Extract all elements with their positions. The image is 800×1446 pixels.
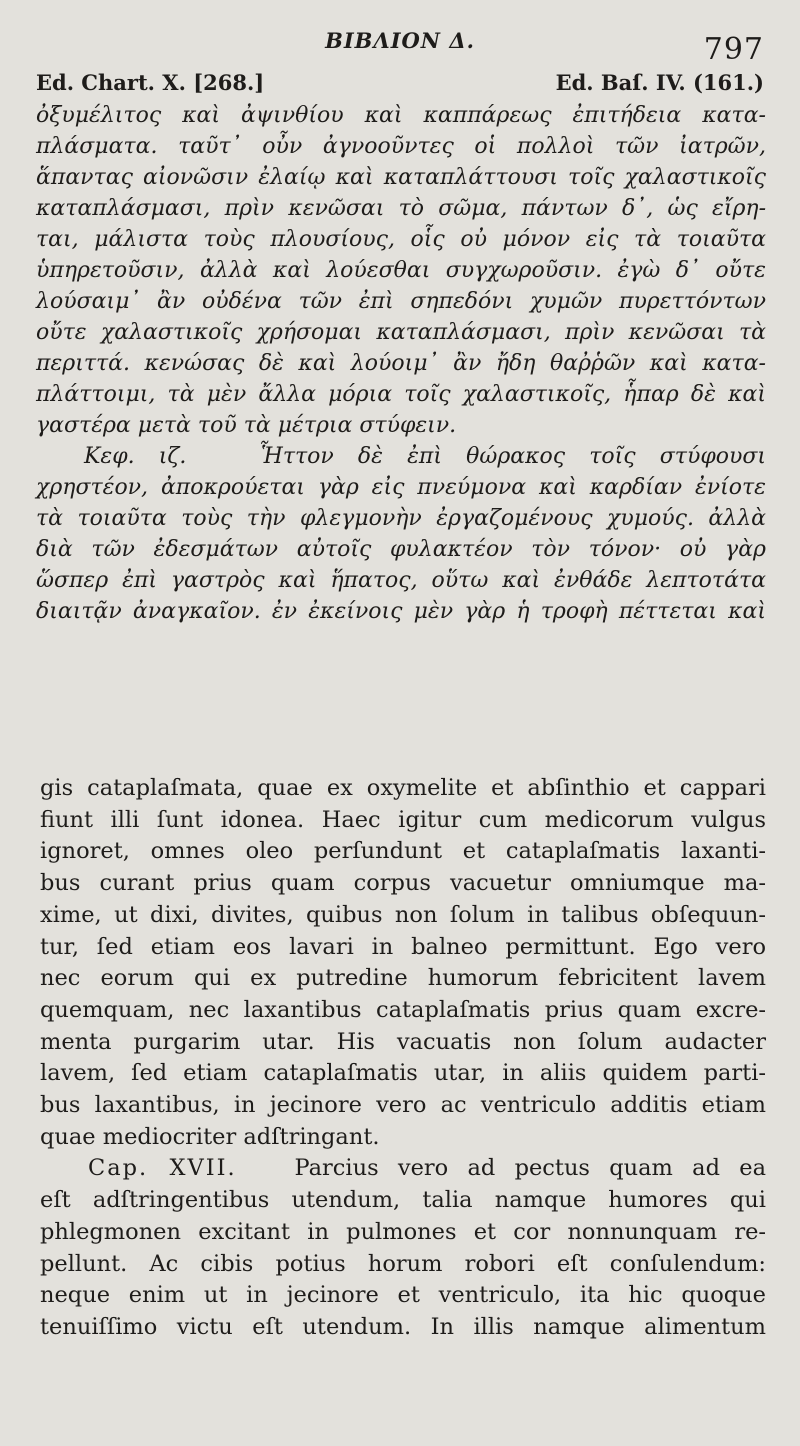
greek-chapter-label: Κεφ. ιζ. — [84, 444, 187, 469]
latin-line: neque enim ut in jecinore et ventriculo, ita hic quoque — [40, 1282, 766, 1309]
latin-line: ignoret, omnes oleo perſundunt et cataplaſmatis laxanti- — [40, 838, 766, 865]
latin-text-block — [40, 773, 766, 1344]
greek-line: πλάσματα. ταῦτ᾿ οὖν ἀγνοοῦντες οἱ πολλοὶ τῶν ἰατρῶν, — [36, 134, 766, 159]
latin-line: bus curant prius quam corpus vacuetur omniumque ma- — [40, 870, 766, 897]
latin-chapter-opening-line — [40, 1153, 766, 1185]
greek-chapter-opening-line — [36, 441, 766, 472]
latin-line: menta purgarim utar. His vacuatis non ſolum audacter — [40, 1028, 766, 1055]
running-head: BIBΛΙΟΝ Δ. — [325, 28, 475, 53]
latin-line: Parcius vero ad pectus quam ad ea — [294, 1155, 766, 1182]
greek-line: ὀξυμέλιτος καὶ ἀψινθίου καὶ καππάρεως ἐπιτήδεια κατα- — [36, 103, 766, 128]
greek-line: περιττά. κενώσας δὲ καὶ λούοιμ᾿ ἂν ἤδη θαῤῥῶν καὶ κατα- — [36, 351, 766, 376]
latin-chapter-label: Cap. XVII. — [88, 1155, 237, 1182]
page-number: 797 — [703, 32, 764, 67]
latin-line: bus laxantibus, in jecinore vero ac ventriculo additis etiam — [40, 1092, 766, 1119]
latin-line: quemquam, nec laxantibus cataplaſmatis prius quam excre- — [40, 996, 766, 1023]
latin-line: gis cataplaſmata, quae ex oxymelite et abſinthio et cappari — [40, 775, 766, 801]
greek-line: διὰ τῶν ἐδεσμάτων αὐτοῖς φυλακτέον τὸν τόνον· οὐ γὰρ — [36, 537, 766, 562]
greek-line: ἅπαντας αἰονῶσιν ἐλαίῳ καὶ καταπλάττουσι τοῖς χαλαστικοῖς — [36, 165, 766, 190]
latin-line: pellunt. Ac cibis potius horum robori eſt conſulendum: — [40, 1250, 766, 1277]
greek-line: καταπλάσμασι, πρὶν κενῶσαι τὸ σῶμα, πάντων δ᾿, ὡς εἴρη- — [36, 196, 766, 221]
greek-line: οὔτε χαλαστικοῖς χρήσομαι καταπλάσμασι, πρὶν κενῶσαι τὰ — [36, 320, 766, 345]
latin-line: phlegmonen excitant in pulmones et cor nonnunquam re- — [40, 1218, 766, 1245]
latin-line: lavem, ſed etiam cataplaſmatis utar, in aliis quidem parti- — [40, 1060, 766, 1087]
latin-line: fiunt illi ſunt idonea. Haec igitur cum medicorum vulgus — [40, 806, 766, 833]
latin-line: nec eorum qui ex putredine humorum febricitent lavem — [40, 965, 766, 992]
greek-line: ὥσπερ ἐπὶ γαστρὸς καὶ ἥπατος, οὕτω καὶ ἐνθάδε λεπτοτάτα — [36, 568, 766, 593]
greek-line: διαιτᾷν ἀναγκαῖον. ἐν ἐκείνοις μὲν γὰρ ἡ τροφὴ πέττεται καὶ — [36, 599, 766, 624]
greek-line: Ἧττον δὲ ἐπὶ θώρακος τοῖς στύφουσι — [258, 444, 766, 469]
greek-line: ὑπηρετοῦσιν, ἀλλὰ καὶ λούεσθαι συγχωροῦσιν. ἐγὼ δ᾿ οὔτε — [36, 258, 766, 283]
latin-line: xime, ut dixi, divites, quibus non ſolum in talibus obſequun- — [40, 901, 766, 928]
latin-line: tur, ſed etiam eos lavari in balneo permittunt. Ego vero — [40, 933, 766, 960]
greek-line: λούσαιμ᾿ ἂν οὐδένα τῶν ἐπὶ σηπεδόνι χυμῶν πυρεττόντων — [36, 289, 766, 314]
greek-line: τὰ τοιαῦτα τοὺς τὴν φλεγμονὴν ἐργαζομένους χυμούς. ἀλλὰ — [36, 506, 766, 531]
edition-reference-right: Ed. Baſ. IV. (161.) — [555, 70, 764, 95]
edition-reference-left: Ed. Chart. X. [268.] — [36, 70, 265, 95]
greek-line: ται, μάλιστα τοὺς πλουσίους, οἷς οὐ μόνον εἰς τὰ τοιαῦτα — [36, 227, 766, 252]
latin-line: eſt adſtringentibus utendum, talia namque humores qui — [40, 1187, 766, 1214]
greek-line: πλάττοιμι, τὰ μὲν ἄλλα μόρια τοῖς χαλαστικοῖς, ἧπαρ δὲ καὶ — [36, 382, 766, 407]
latin-line: tenuiſſimo victu eſt utendum. In illis namque alimentum — [40, 1313, 766, 1340]
greek-line: γαστέρα μετὰ τοῦ τὰ μέτρια στύφειν. — [36, 413, 457, 438]
latin-line: quae mediocriter adſtringant. — [40, 1123, 380, 1150]
greek-line: χρηστέον, ἀποκρούεται γὰρ εἰς πνεύμονα καὶ καρδίαν ἐνίοτε — [36, 475, 766, 500]
greek-text-block — [36, 100, 766, 627]
